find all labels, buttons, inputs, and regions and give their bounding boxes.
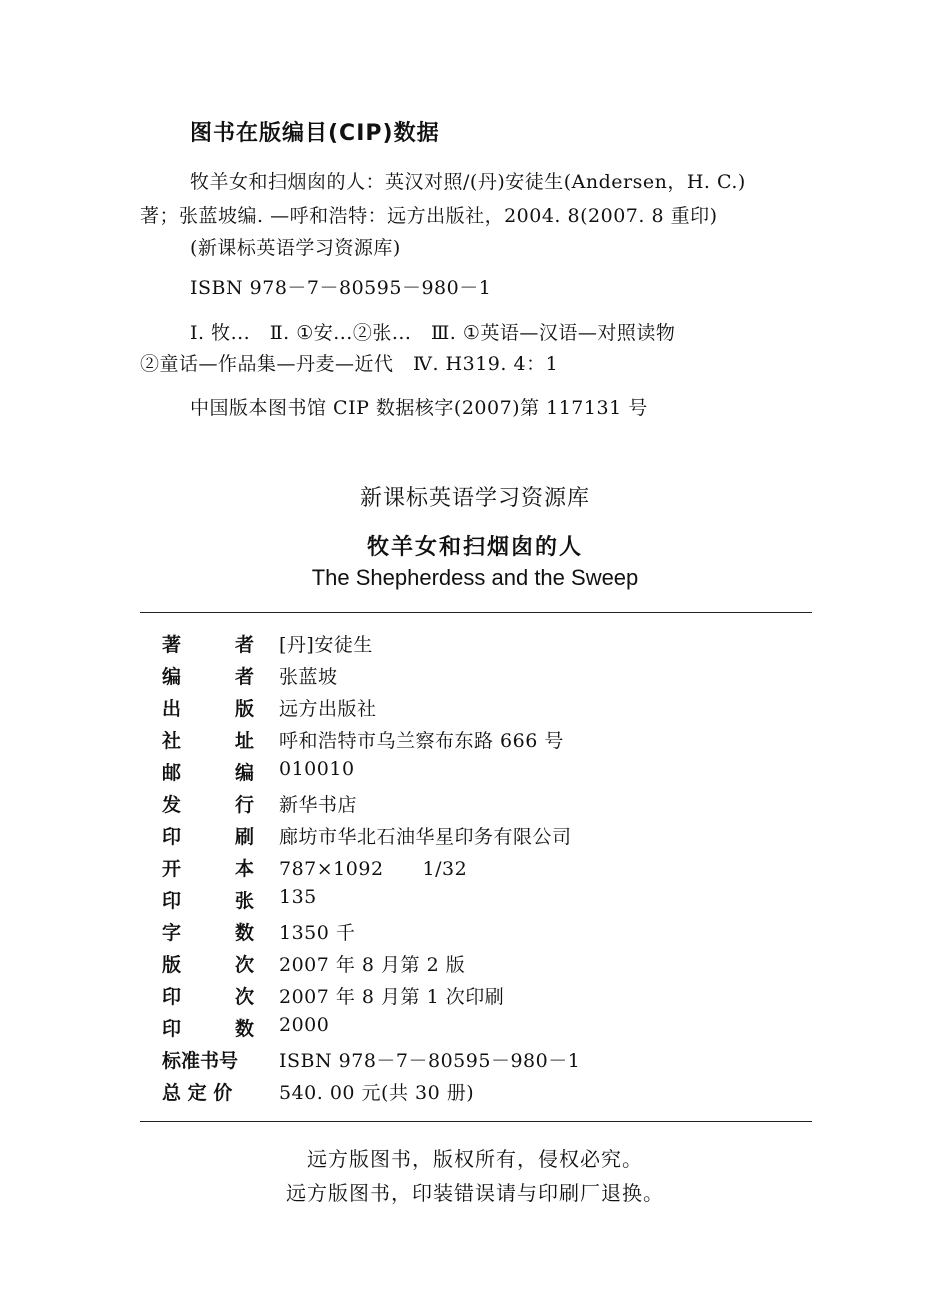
cip-isbn: ISBN 978－7－80595－980－1 [190, 277, 492, 299]
series-name: 新课标英语学习资源库 [359, 486, 590, 511]
info-label-first: 印 [162, 986, 182, 1008]
cip-classification-2: ②童话—作品集—丹麦—近代 Ⅳ. H319. 4：1 [140, 353, 559, 375]
info-label-first: 印 [162, 890, 182, 912]
bottom-divider [140, 1121, 812, 1122]
info-value: ISBN 978－7－80595－980－1 [279, 1050, 581, 1072]
info-label-first: 版 [162, 954, 182, 976]
info-label-first: 印 [162, 826, 182, 848]
info-label-second: 数 [234, 1018, 254, 1040]
info-label-second: 刷 [234, 826, 254, 848]
book-title-english: The Shepherdess and the Sweep [311, 565, 639, 590]
info-label-second: 张 [234, 890, 254, 912]
top-divider [140, 612, 812, 613]
info-value: 远方出版社 [279, 698, 377, 720]
info-value: 2007 年 8 月第 1 次印刷 [279, 986, 505, 1008]
info-label-second: 次 [234, 954, 254, 976]
info-label-first: 社 [162, 730, 182, 752]
info-label-second: 者 [234, 666, 254, 688]
info-label-first: 邮 [162, 762, 182, 784]
cip-heading: 图书在版编目(CIP)数据 [190, 121, 440, 146]
info-label-first: 印 [162, 1018, 182, 1040]
info-label-second: 编 [234, 762, 254, 784]
info-value: [丹]安徒生 [279, 634, 373, 656]
info-label-text: 标准书号 [162, 1050, 239, 1072]
info-label-first: 开 [162, 858, 182, 880]
cip-record-number: 中国版本图书馆 CIP 数据核字(2007)第 117131 号 [190, 397, 648, 419]
info-label-second: 者 [234, 634, 254, 656]
info-value: 2000 [279, 1014, 330, 1036]
copyright-notice: 远方版图书，版权所有，侵权必究。 [307, 1147, 643, 1171]
info-value: 新华书店 [279, 794, 358, 816]
info-value: 廊坊市华北石油华星印务有限公司 [279, 826, 572, 848]
info-label-second: 次 [234, 986, 254, 1008]
cip-line-2: 著；张蓝坡编. —呼和浩特：远方出版社，2004. 8(2007. 8 重印) [140, 205, 718, 227]
info-label-first: 发 [162, 794, 182, 816]
cip-classification-1: Ⅰ. 牧... Ⅱ. ①安...②张... Ⅲ. ①英语—汉语—对照读物 [190, 322, 676, 344]
info-value: 787×1092 1/32 [279, 858, 468, 880]
info-label-first: 字 [162, 922, 182, 944]
info-label-second: 数 [234, 922, 254, 944]
info-label-second: 行 [234, 794, 254, 816]
info-label-second: 址 [234, 730, 254, 752]
cip-line-1: 牧羊女和扫烟囱的人：英汉对照/(丹)安徒生(Andersen，H. C.) [190, 171, 746, 193]
info-label-second: 版 [234, 698, 254, 720]
info-label-first: 编 [162, 666, 182, 688]
info-value: 010010 [279, 758, 355, 780]
info-value: 135 [279, 886, 317, 908]
cip-line-3: (新课标英语学习资源库) [190, 237, 401, 259]
info-value: 张蓝坡 [279, 666, 338, 688]
info-value: 呼和浩特市乌兰察布东路 666 号 [279, 730, 564, 752]
info-label-first: 著 [162, 634, 182, 656]
info-label-first: 出 [162, 698, 182, 720]
info-value: 2007 年 8 月第 2 版 [279, 954, 466, 976]
info-label-text: 总 定 价 [162, 1082, 233, 1104]
info-value: 540. 00 元(共 30 册) [279, 1082, 475, 1104]
return-notice: 远方版图书，印装错误请与印刷厂退换。 [286, 1181, 664, 1205]
book-title-chinese: 牧羊女和扫烟囱的人 [366, 535, 583, 560]
info-value: 1350 千 [279, 922, 356, 944]
info-label-second: 本 [234, 858, 254, 880]
